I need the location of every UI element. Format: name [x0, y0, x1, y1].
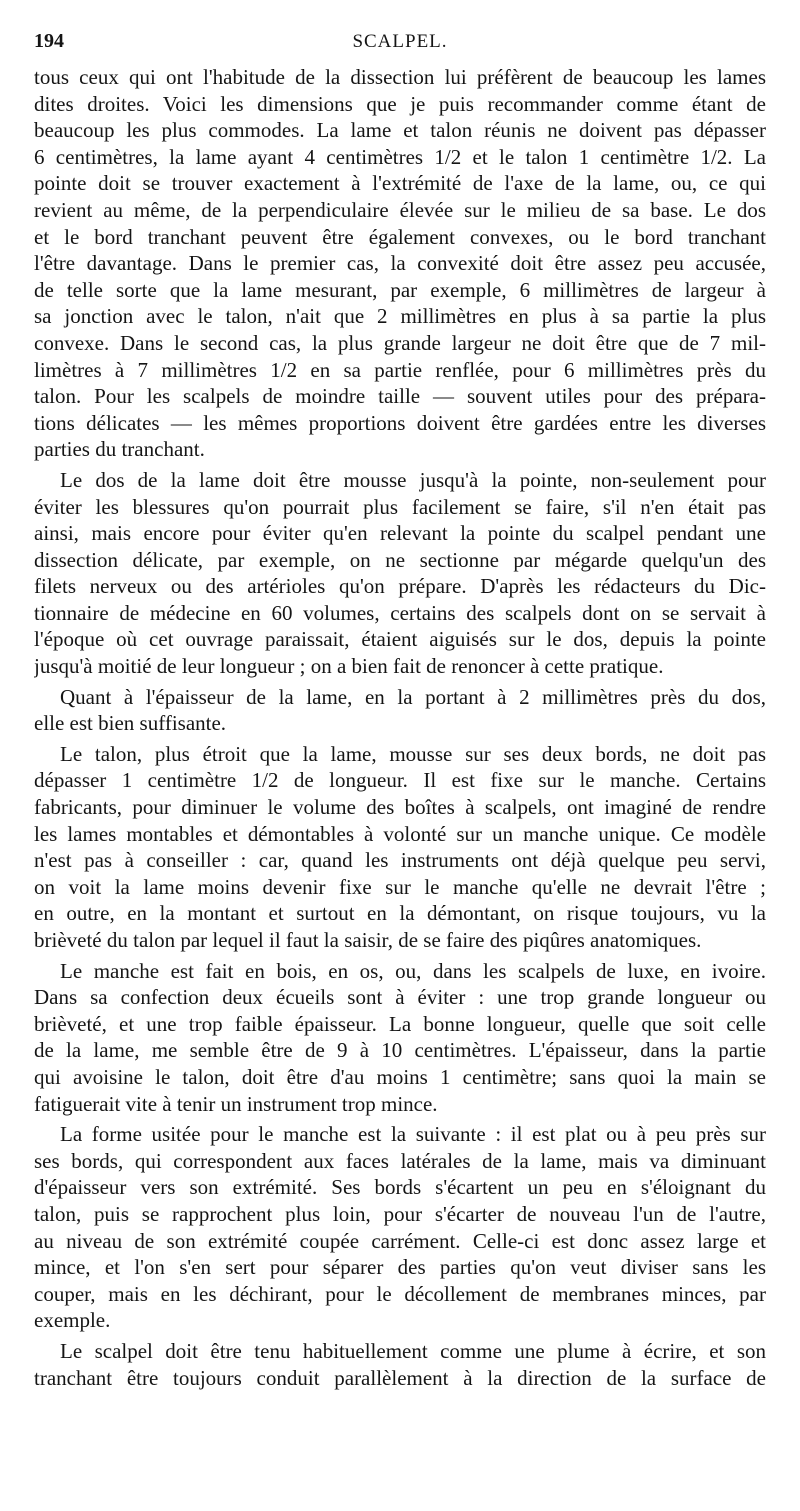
text-line: Quant à l'épaisseur de la lame, en la portant à 2 millimètres près du dos, [60, 684, 766, 709]
page-number: 194 [34, 30, 64, 52]
text-line: tous ceux qui ont l'habitude de la dissection lui préfèrent de beaucoup les lames [34, 65, 766, 89]
text-line: qui avoisine le talon, doit être d'au moins 1 centimètre; sans quoi la main se [34, 1064, 766, 1089]
text-line: et le bord tranchant peuvent être également convexes, ou le bord tranchant [34, 224, 766, 249]
text-line: sa jonction avec le talon, n'ait que 2 millimètres en plus à sa partie la plus [34, 304, 766, 329]
page-header [34, 30, 766, 60]
paragraph [34, 741, 766, 954]
text-line: au niveau de son extrémité coupée carrément. Celle-ci est donc assez large et [34, 1228, 766, 1253]
text-line: brièveté, et une trop faible épaisseur. La bonne longueur, quelle que soit celle [34, 1011, 766, 1036]
text-line: Le manche est fait en bois, en os, ou, dans les scalpels de luxe, en ivoire. [60, 958, 766, 983]
text-line: fatiguerait vite à tenir un instrument trop mince. [34, 1091, 438, 1116]
text-line: 6 centimètres, la lame ayant 4 centimètres 1/2 et le talon 1 centimètre 1/2. La [34, 144, 766, 169]
text-line: tionnaire de médecine en 60 volumes, certains des scalpels dont on se servait à [34, 600, 766, 625]
text-line: dites droites. Voici les dimensions que je puis recommander comme étant de [34, 91, 766, 116]
text-line: tions délicates — les mêmes proportions doivent être gardées entre les diverses [34, 410, 766, 435]
text-line: talon, puis se rapprochent plus loin, pour s'écarter de nouveau l'un de l'autre, [34, 1201, 766, 1226]
text-line: l'époque où cet ouvrage paraissait, étaient aiguisés sur le dos, depuis la pointe [34, 627, 766, 652]
text-line: Le talon, plus étroit que la lame, mousse sur ses deux bords, ne doit pas [60, 741, 766, 766]
running-title: SCALPEL. [352, 31, 448, 52]
text-line: pointe doit se trouver exactement à l'extrémité de l'axe de la lame, ou, ce qui [34, 171, 766, 196]
text-line: filets nerveux ou des artérioles qu'on prépare. D'après les rédacteurs du Dic- [34, 574, 766, 599]
text-line: dépasser 1 centimètre 1/2 de longueur. Il est fixe sur le manche. Certains [34, 768, 766, 793]
text-line: exemple. [34, 1308, 111, 1333]
text-line: n'est pas à conseiller : car, quand les instruments ont déjà quelque peu servi, [34, 848, 766, 873]
text-line: éviter les blessures qu'on pourrait plus facilement se faire, s'il n'en était pas [34, 494, 766, 519]
text-line: talon. Pour les scalpels de moindre taille — souvent utiles pour des prépara- [34, 384, 766, 409]
text-line: les lames montables et démontables à volonté sur un manche unique. Ce modèle [34, 821, 766, 846]
text-line: ses bords, qui correspondent aux faces latérales de la lame, mais va diminuant [34, 1148, 766, 1173]
text-line: dissection délicate, par exemple, on ne sectionne par mégarde quelqu'un des [34, 547, 766, 572]
text-line: beaucoup les plus commodes. La lame et talon réunis ne doivent pas dépasser [34, 118, 766, 143]
text-line: on voit la lame moins devenir fixe sur le manche qu'elle ne devrait l'être ; [34, 874, 766, 899]
text-line: jusqu'à moitié de leur longueur ; on a bien fait de renoncer à cette pratique. [34, 654, 664, 679]
paragraph [34, 958, 766, 1118]
text-line: revient au même, de la perpendiculaire élevée sur le milieu de sa base. Le dos [34, 197, 766, 222]
paragraph [34, 1121, 766, 1334]
text-line: tranchant être toujours conduit parallèlement à la direction de la surface de [34, 1365, 766, 1390]
paragraph [34, 64, 766, 463]
text-line: brièveté du talon par lequel il faut la saisir, de se faire des piqûres anatomiques. [34, 928, 702, 952]
text-line: l'être davantage. Dans le premier cas, la convexité doit être assez peu accusée, [34, 251, 766, 276]
paragraph [34, 467, 766, 680]
text-line: La forme usitée pour le manche est la suivante : il est plat ou à peu près sur [60, 1122, 766, 1147]
text-line: de telle sorte que la lame mesurant, par exemple, 6 millimètres de largeur à [34, 277, 766, 302]
text-line: Dans sa confection deux écueils sont à éviter : une trop grande longueur ou [34, 985, 766, 1010]
text-line: d'épaisseur vers son extrémité. Ses bords s'écartent un peu en s'éloignant du [34, 1175, 766, 1200]
text-line: parties du tranchant. [34, 437, 205, 462]
paragraph [34, 684, 766, 737]
text-line: Le scalpel doit être tenu habituellement comme une plume à écrire, et son [60, 1338, 766, 1363]
body-text [34, 64, 766, 1391]
text-line: ainsi, mais encore pour éviter qu'en relevant la pointe du scalpel pendant une [34, 521, 766, 546]
text-line: couper, mais en les déchirant, pour le décollement de membranes minces, par [34, 1281, 766, 1306]
paragraph [34, 1338, 766, 1391]
text-line: de la lame, me semble être de 9 à 10 centimètres. L'épaisseur, dans la partie [34, 1038, 766, 1063]
text-line: en outre, en la montant et surtout en la démontant, on risque toujours, vu la [34, 901, 766, 926]
text-line: limètres à 7 millimètres 1/2 en sa partie renflée, pour 6 millimètres près du [34, 357, 766, 382]
text-line: elle est bien suffisante. [34, 711, 227, 736]
text-line: mince, et l'on s'en sert pour séparer des parties qu'on veut diviser sans les [34, 1255, 766, 1280]
text-line: convexe. Dans le second cas, la plus grande largeur ne doit être que de 7 mil- [34, 330, 766, 355]
text-line: fabricants, pour diminuer le volume des boîtes à scalpels, ont imaginé de rendre [34, 795, 766, 820]
text-line: Le dos de la lame doit être mousse jusqu'à la pointe, non-seulement pour [60, 467, 766, 492]
